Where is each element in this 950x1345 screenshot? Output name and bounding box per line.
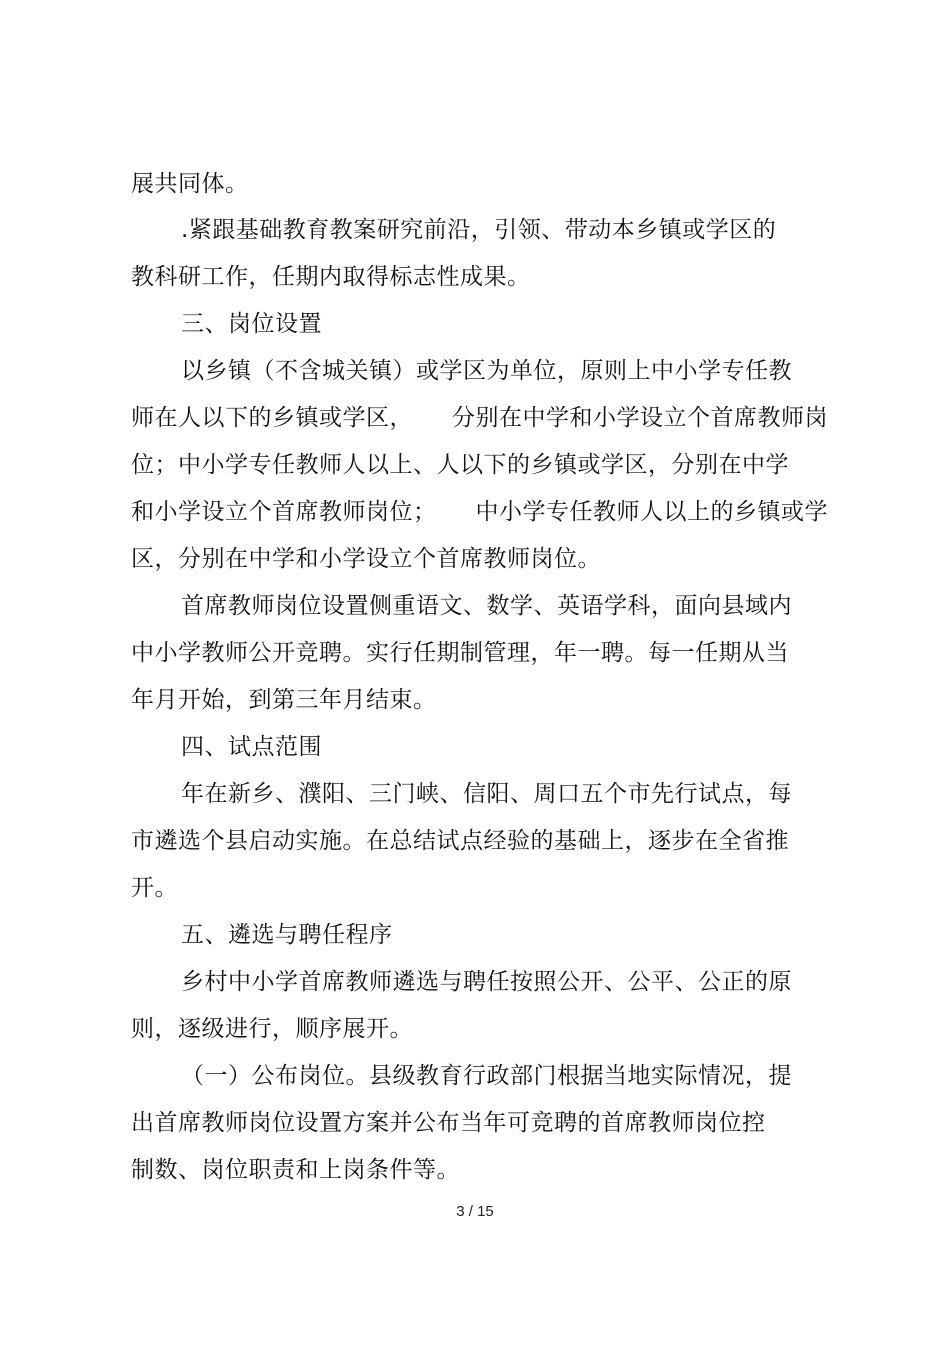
text-line: （一）公布岗位。县级教育行政部门根据当地实际情况，提 [181,1063,792,1089]
section-heading: 五、遴选与聘任程序 [181,922,393,948]
text-line: 师在人以下的乡镇或学区， 分别在中学和小学设立个首席教师岗 [131,405,829,431]
text-line: 乡村中小学首席教师遴选与聘任按照公开、公平、公正的原 [181,969,792,995]
text-line: 市遴选个县启动实施。在总结试点经验的基础上，逐步在全省推 [131,828,789,854]
text-line: 以乡镇（不含城关镇）或学区为单位，原则上中小学专任教 [181,358,792,384]
text-line: 开。 [131,875,178,901]
section-heading: 三、岗位设置 [181,311,322,337]
text-line: 中小学教师公开竞聘。实行任期制管理，年一聘。每一任期从当 [131,640,789,666]
text-line: 和小学设立个首席教师岗位； 中小学专任教师人以上的乡镇或学 [131,499,829,525]
text-line: 首席教师岗位设置侧重语文、数学、英语学科，面向县域内 [181,593,792,619]
text-line: .紧跟基础教育教案研究前沿，引领、带动本乡镇或学区的 [181,217,777,243]
text-line: 区，分别在中学和小学设立个首席教师岗位。 [131,546,601,572]
text-line: 位；中小学专任教师人以上、人以下的乡镇或学区，分别在中学 [131,452,789,478]
text-line: 出首席教师岗位设置方案并公布当年可竞聘的首席教师岗位控 [131,1110,766,1136]
text-line: 展共同体。 [131,171,249,197]
section-heading: 四、试点范围 [181,734,322,760]
text-line: 则，逐级进行，顺序展开。 [131,1016,413,1042]
text-line: 年月开始，到第三年月结束。 [131,687,437,713]
text-line: 教科研工作，任期内取得标志性成果。 [131,264,531,290]
text-line: 年在新乡、濮阳、三门峡、信阳、周口五个市先行试点，每 [181,781,792,807]
text-line: 制数、岗位职责和上岗条件等。 [131,1157,460,1183]
page-number: 3 / 15 [456,1203,494,1220]
